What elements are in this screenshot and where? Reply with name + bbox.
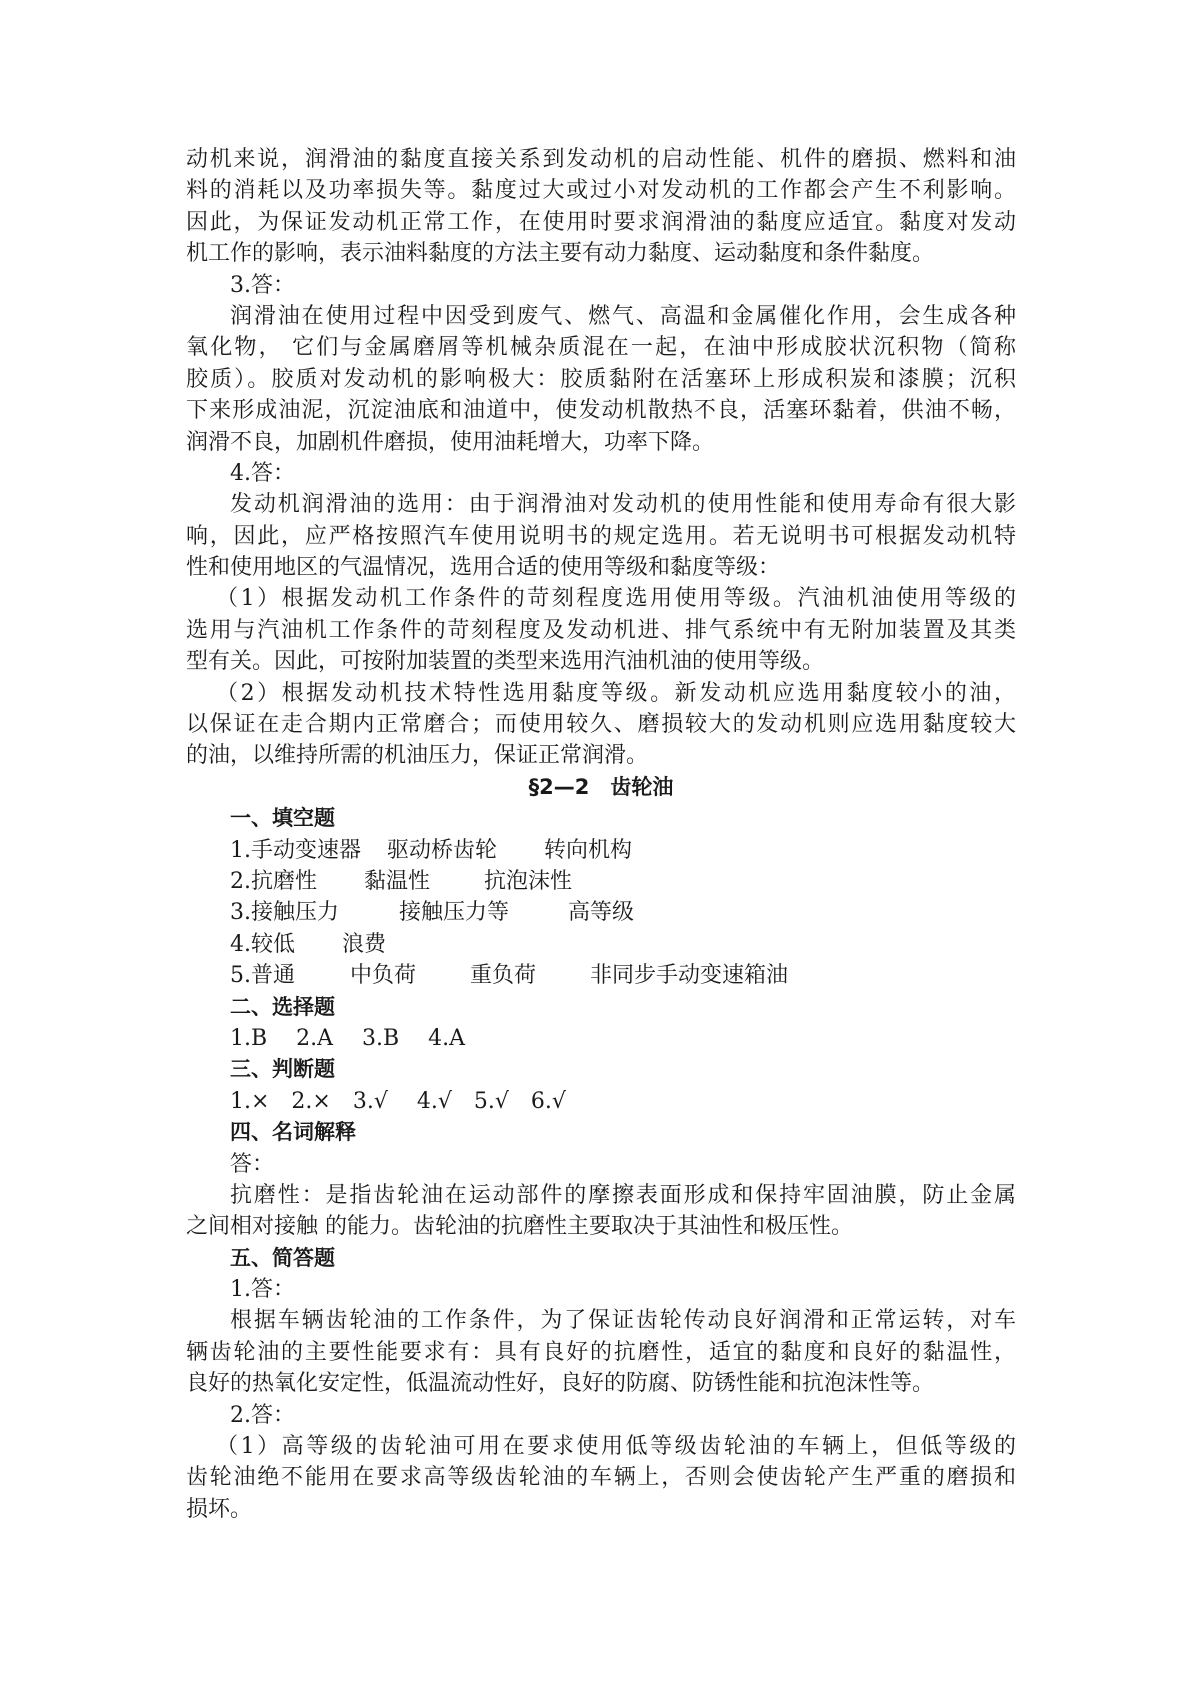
- fill-answer: 5.普通: [230, 963, 295, 989]
- text-line: 之间相对接触 的能力。齿轮油的抗磨性主要取决于其油性和极压性。: [186, 1214, 853, 1240]
- text-line: 下来形成油泥，沉淀油底和油道中，使发动机散热不良，活塞环黏着，供油不畅，: [186, 398, 1016, 424]
- text-line: 响，因此，应严格按照汽车使用说明书的规定选用。若无说明书可根据发动机特: [186, 523, 1016, 549]
- text-line: 齿轮油绝不能用在要求高等级齿轮油的车辆上，否则会使齿轮产生严重的磨损和: [186, 1465, 1016, 1491]
- text-line: 抗磨性：是指齿轮油在运动部件的摩擦表面形成和保持牢固油膜，防止金属: [230, 1182, 1016, 1208]
- fill-answer-row: [186, 866, 1016, 897]
- fill-answer-row: [186, 960, 1016, 991]
- text-line: 料的消耗以及功率损失等。黏度过大或过小对发动机的工作都会产生不利影响。: [186, 178, 1016, 204]
- answer-label-q2: 2.答：: [230, 1402, 295, 1428]
- judge-answers: 1.× 2.× 3.√ 4.√ 5.√ 6.√: [230, 1088, 566, 1114]
- text-line: 动机来说，润滑油的黏度直接关系到发动机的启动性能、机件的磨损、燃料和油: [186, 147, 1016, 172]
- text-line: （2）根据发动机技术特性选用黏度等级。新发动机应选用黏度较小的油，: [216, 680, 1016, 706]
- text-line: 胶质）。胶质对发动机的影响极大：胶质黏附在活塞环上形成积炭和漆膜；沉积: [186, 366, 1016, 392]
- text-line: （1）根据发动机工作条件的苛刻程度选用使用等级。汽油机油使用等级的: [216, 586, 1016, 612]
- paragraph-answer-4: [186, 489, 1016, 583]
- fill-answer-row: [186, 929, 1016, 960]
- fill-answer-row: [186, 897, 1016, 928]
- paragraph-answer-4-item-1: [186, 583, 1016, 677]
- text-line: 选用与汽油机工作条件的苛刻程度及发动机进、排气系统中有无附加装置及其类: [186, 617, 1016, 643]
- heading-short-answer: 五、简答题: [230, 1245, 335, 1270]
- choice-answers: 1.B 2.A 3.B 4.A: [230, 1025, 466, 1051]
- paragraph-answer-4-item-2: [186, 678, 1016, 772]
- text-line: 良好的热氧化安定性，低温流动性好，良好的防腐、防锈性能和抗泡沫性等。: [186, 1371, 935, 1397]
- answer-label-q1: 1.答：: [230, 1277, 295, 1303]
- fill-answer: 黏温性: [364, 868, 431, 894]
- fill-answer: 1.手动变速器: [230, 837, 361, 863]
- paragraph-intro: [186, 144, 1016, 270]
- heading-fill-in: 一、填空题: [230, 806, 335, 831]
- paragraph-q2: [186, 1431, 1016, 1525]
- fill-answer: 高等级: [568, 900, 635, 926]
- fill-answer: 转向机构: [544, 837, 633, 863]
- fill-answer-row: [186, 835, 1016, 866]
- fill-answer: 抗泡沫性: [484, 868, 573, 894]
- text-line: 根据车辆齿轮油的工作条件，为了保证齿轮传动良好润滑和正常运转，对车: [230, 1308, 1016, 1334]
- text-line: 因此，为保证发动机正常工作，在使用时要求润滑油的黏度应适宜。黏度对发动: [186, 209, 1016, 235]
- heading-judge: 三、判断题: [230, 1057, 335, 1082]
- text-line: （1）高等级的齿轮油可用在要求使用低等级齿轮油的车辆上，但低等级的: [216, 1434, 1016, 1460]
- paragraph-q1: [186, 1305, 1016, 1399]
- text-line: 损坏。: [186, 1496, 253, 1522]
- fill-answer: 接触压力等: [399, 900, 510, 926]
- fill-answer: 浪费: [342, 931, 387, 957]
- text-line: 机工作的影响，表示油料黏度的方法主要有动力黏度、运动黏度和条件黏度。: [186, 241, 935, 267]
- text-line: 氧化物， 它们与金属磨屑等机械杂质混在一起，在油中形成胶状沉积物（简称: [186, 335, 1016, 361]
- paragraph-term: [186, 1180, 1016, 1243]
- text-line: 的油，以维持所需的机油压力，保证正常润滑。: [186, 743, 649, 769]
- text-line: 以保证在走合期内正常磨合；而使用较久、磨损较大的发动机则应选用黏度较大: [186, 712, 1016, 738]
- text-line: 性和使用地区的气温情况，选用合适的使用等级和黏度等级：: [186, 555, 781, 581]
- paragraph-answer-3: [186, 301, 1016, 458]
- fill-answer: 3.接触压力: [230, 900, 339, 926]
- fill-answer: 中负荷: [350, 963, 417, 989]
- text-line: 辆齿轮油的主要性能要求有：具有良好的抗磨性，适宜的黏度和良好的黏温性，: [186, 1339, 1016, 1365]
- text-line: 润滑油在使用过程中因受到废气、燃气、高温和金属催化作用，会生成各种: [230, 303, 1016, 329]
- text-line: 型有关。因此，可按附加装置的类型来选用汽油机油的使用等级。: [186, 649, 825, 675]
- heading-choice: 二、选择题: [230, 994, 335, 1019]
- fill-answer: 非同步手动变速箱油: [590, 963, 789, 989]
- term-answer-label: 答：: [230, 1151, 275, 1177]
- fill-answer: 4.较低: [230, 931, 295, 957]
- text-line: 发动机润滑油的选用：由于润滑油对发动机的使用性能和使用寿命有很大影: [230, 492, 1016, 518]
- answer-label-4: 4.答：: [230, 460, 295, 486]
- document-page: [186, 144, 1016, 1525]
- fill-answer: 2.抗磨性: [230, 868, 317, 894]
- fill-answer: 驱动桥齿轮: [387, 837, 498, 863]
- text-line: 润滑不良，加剧机件磨损，使用油耗增大，功率下降。: [186, 429, 715, 455]
- section-title: §2—2 齿轮油: [528, 774, 674, 799]
- fill-answer: 重负荷: [470, 963, 537, 989]
- heading-term: 四、名词解释: [230, 1120, 356, 1145]
- answer-label-3: 3.答：: [230, 272, 295, 298]
